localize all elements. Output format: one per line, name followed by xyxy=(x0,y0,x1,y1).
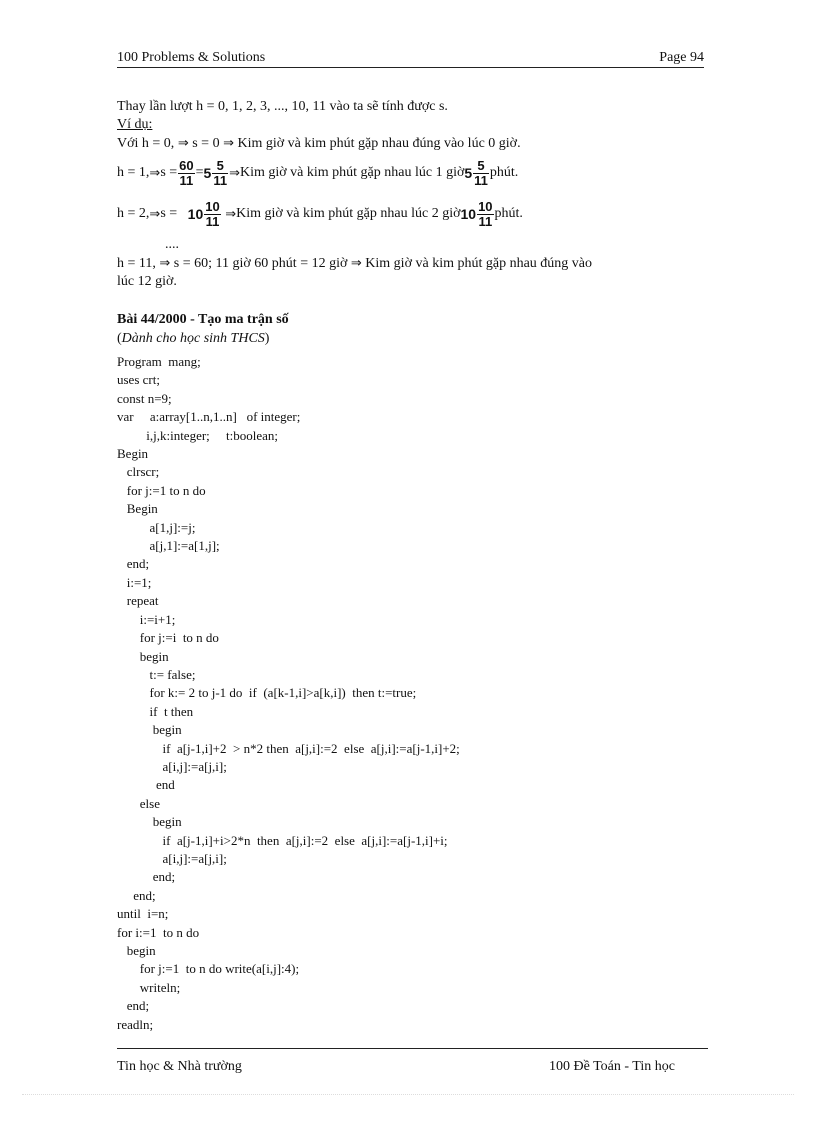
example-h1 xyxy=(117,153,518,193)
ex2-d: phút. xyxy=(494,206,523,221)
mixed-whole: 5 xyxy=(203,165,212,181)
header-title: 100 Problems & Solutions xyxy=(117,50,266,65)
ex1-d: phút. xyxy=(489,165,519,180)
mixed-whole: 10 xyxy=(460,206,477,222)
implies-arrow-icon: ⇒ xyxy=(350,256,362,271)
implies-arrow-icon: ⇒ xyxy=(177,136,189,151)
implies-arrow-icon: ⇒ xyxy=(229,165,240,181)
fraction: $\frac{5}{11}$ xyxy=(474,157,488,188)
example-h11 xyxy=(117,255,592,273)
problem-title: Bài 44/2000 - Tạo ma trận số xyxy=(117,312,289,327)
ex2-b: s = xyxy=(160,206,178,221)
problem-subtitle xyxy=(117,330,269,348)
fraction: $\frac{10}{11}$ xyxy=(205,198,220,229)
ex11-a: h = 11, xyxy=(117,256,160,271)
footer-right: 100 Đề Toán - Tin học xyxy=(549,1059,675,1074)
audience-note: Dành cho học sinh THCS xyxy=(121,331,265,346)
page-header xyxy=(117,50,704,68)
footer-rule xyxy=(117,1048,708,1049)
ex0-b: s = 0 xyxy=(188,136,224,151)
ex2-c: Kim giờ và kim phút gặp nhau lúc 2 giờ xyxy=(236,206,461,221)
page-number: Page 94 xyxy=(659,50,704,65)
ex0-c: Kim giờ và kim phút gặp nhau đúng vào lúc 0 giờ. xyxy=(233,136,521,151)
fraction: $\frac{5}{11}$ xyxy=(213,157,228,188)
intro-text: Thay lần lượt h = 0, 1, 2, 3, ..., 10, 11 vào ta sẽ tính được s. xyxy=(117,99,448,114)
paren-close: ) xyxy=(264,331,270,346)
ex1-a: h = 1, xyxy=(117,165,150,180)
implies-arrow-icon: ⇒ xyxy=(149,206,161,222)
example-h11-continued: lúc 12 giờ. xyxy=(117,274,177,289)
footer-left: Tin học & Nhà trường xyxy=(117,1059,242,1074)
implies-arrow-icon: ⇒ xyxy=(149,165,161,181)
ex1-eq: = xyxy=(195,165,204,180)
implies-arrow-icon: ⇒ xyxy=(223,136,234,151)
fraction: $\frac{10}{11}$ xyxy=(478,198,493,229)
ex11-b: s = 60; 11 giờ 60 phút = 12 giờ xyxy=(170,256,351,271)
pascal-code: Program mang; uses crt; const n=9; var a:array[1..n,1..n] of integer; i,j,k:integer; t:boolean; Begin clrscr; for j:=1 to n do Begin a[1,j]:=j; a[j,1]:=a[1,j]; end; i:=1; repeat i:=i+1; for j:=i to n do begin t:= false; for k:= 2 to j-1 do if (a[k-1,i]>a[k,i]) then t:=true; if t then begin if a[j-1,i]+2 > n*2 then a[j,i]:=2 else a[j,i]:=a[j-1,i]+2; a[i,j]:=a[j,i]; end else begin if a[j-1,i]+i>2*n then a[j,i]:=2 else a[j,i]:=a[j-1,i]+i; a[i,j]:=a[j,i]; end; end; until i=n; for i:=1 to n do begin for j:=1 to n do write(a[i,j]:4); writeln; end; readln; xyxy=(117,354,460,1032)
mixed-whole: 10 xyxy=(187,206,204,222)
ex2-a: h = 2, xyxy=(117,206,150,221)
ellipsis: .... xyxy=(165,237,179,252)
example-h2 xyxy=(117,194,523,234)
fraction: $\frac{60}{11}$ xyxy=(179,157,194,188)
implies-arrow-icon: ⇒ xyxy=(225,206,237,222)
mixed-whole: 5 xyxy=(464,165,473,181)
ex1-c: Kim giờ và kim phút gặp nhau lúc 1 giờ xyxy=(239,165,465,180)
example-label: Ví dụ: xyxy=(117,117,153,132)
implies-arrow-icon: ⇒ xyxy=(159,256,171,271)
paren-open: ( xyxy=(117,331,122,346)
page-bottom-divider xyxy=(22,1094,794,1095)
ex11-c: Kim giờ và kim phút gặp nhau đúng vào xyxy=(361,256,593,271)
ex1-b: s = xyxy=(160,165,178,180)
ex0-a: Với h = 0, xyxy=(117,136,178,151)
example-h0 xyxy=(117,135,521,153)
